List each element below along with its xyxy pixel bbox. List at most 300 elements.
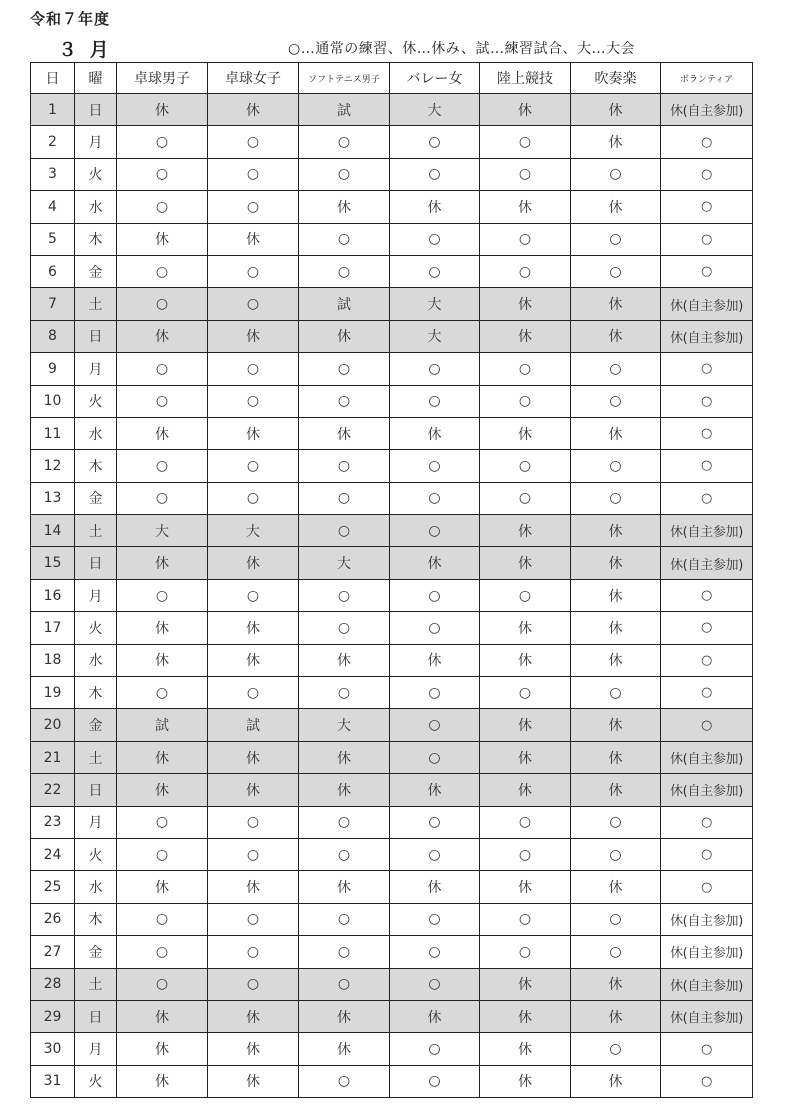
- day-cell: 29: [31, 1000, 75, 1032]
- volunteer-cell: ○: [661, 385, 753, 417]
- track-and-field-cell: ○: [480, 353, 571, 385]
- table-tennis-girls-cell: ○: [208, 288, 299, 320]
- legend-text: ○…通常の練習、休…休み、試…練習試合、大…大会: [288, 41, 636, 57]
- track-and-field-cell: 休: [480, 515, 571, 547]
- table-tennis-boys-cell: 休: [117, 644, 208, 676]
- volunteer-cell: ○: [661, 417, 753, 449]
- table-tennis-boys-cell: 大: [117, 515, 208, 547]
- volunteer-cell: ○: [661, 806, 753, 838]
- volleyball-girls-cell: 休: [390, 417, 480, 449]
- table-tennis-boys-cell: ○: [117, 968, 208, 1000]
- volunteer-cell: 休(自主参加): [661, 936, 753, 968]
- volunteer-cell: ○: [661, 1033, 753, 1065]
- brass-band-cell: ○: [571, 450, 661, 482]
- table-row: [31, 320, 753, 352]
- weekday-cell: 金: [75, 936, 117, 968]
- volunteer-cell: ○: [661, 126, 753, 158]
- soft-tennis-boys-cell: ○: [299, 806, 390, 838]
- day-cell: 12: [31, 450, 75, 482]
- brass-band-cell: ○: [571, 838, 661, 870]
- brass-band-cell: ○: [571, 936, 661, 968]
- volunteer-cell: 休(自主参加): [661, 774, 753, 806]
- weekday-cell: 木: [75, 677, 117, 709]
- brass-band-cell: 休: [571, 968, 661, 1000]
- table-tennis-girls-cell: ○: [208, 838, 299, 870]
- table-row: [31, 1000, 753, 1032]
- table-tennis-boys-cell: 休: [117, 741, 208, 773]
- track-and-field-cell: 休: [480, 547, 571, 579]
- table-row: [31, 223, 753, 255]
- volunteer-cell: ○: [661, 223, 753, 255]
- table-tennis-girls-cell: ○: [208, 579, 299, 611]
- volleyball-girls-cell: ○: [390, 126, 480, 158]
- volunteer-cell: ○: [661, 353, 753, 385]
- header-day: 日: [31, 63, 75, 94]
- track-and-field-cell: 休: [480, 191, 571, 223]
- volleyball-girls-cell: ○: [390, 968, 480, 1000]
- volleyball-girls-cell: ○: [390, 450, 480, 482]
- brass-band-cell: 休: [571, 191, 661, 223]
- volleyball-girls-cell: 大: [390, 288, 480, 320]
- volunteer-cell: 休(自主参加): [661, 903, 753, 935]
- soft-tennis-boys-cell: 大: [299, 547, 390, 579]
- table-tennis-girls-cell: 休: [208, 320, 299, 352]
- day-cell: 20: [31, 709, 75, 741]
- soft-tennis-boys-cell: ○: [299, 353, 390, 385]
- soft-tennis-boys-cell: ○: [299, 450, 390, 482]
- weekday-cell: 金: [75, 482, 117, 514]
- volunteer-cell: 休(自主参加): [661, 1000, 753, 1032]
- volunteer-cell: 休(自主参加): [661, 320, 753, 352]
- track-and-field-cell: 休: [480, 741, 571, 773]
- weekday-cell: 月: [75, 1033, 117, 1065]
- brass-band-cell: 休: [571, 612, 661, 644]
- weekday-cell: 日: [75, 320, 117, 352]
- track-and-field-cell: 休: [480, 288, 571, 320]
- day-cell: 28: [31, 968, 75, 1000]
- table-row: [31, 1033, 753, 1065]
- soft-tennis-boys-cell: ○: [299, 936, 390, 968]
- table-tennis-boys-cell: ○: [117, 126, 208, 158]
- weekday-cell: 日: [75, 774, 117, 806]
- schedule-table: [30, 62, 753, 1098]
- weekday-cell: 水: [75, 871, 117, 903]
- volleyball-girls-cell: ○: [390, 936, 480, 968]
- track-and-field-cell: ○: [480, 223, 571, 255]
- table-row: [31, 741, 753, 773]
- brass-band-cell: 休: [571, 871, 661, 903]
- weekday-cell: 月: [75, 806, 117, 838]
- table-row: [31, 806, 753, 838]
- track-and-field-cell: 休: [480, 871, 571, 903]
- volleyball-girls-cell: 大: [390, 320, 480, 352]
- volunteer-cell: 休(自主参加): [661, 515, 753, 547]
- track-and-field-cell: 休: [480, 1033, 571, 1065]
- table-tennis-boys-cell: ○: [117, 482, 208, 514]
- brass-band-cell: 休: [571, 320, 661, 352]
- track-and-field-cell: ○: [480, 903, 571, 935]
- soft-tennis-boys-cell: 休: [299, 741, 390, 773]
- table-tennis-boys-cell: ○: [117, 353, 208, 385]
- track-and-field-cell: 休: [480, 968, 571, 1000]
- table-tennis-girls-cell: 休: [208, 741, 299, 773]
- day-cell: 16: [31, 579, 75, 611]
- table-tennis-girls-cell: 休: [208, 644, 299, 676]
- table-tennis-boys-cell: ○: [117, 450, 208, 482]
- table-tennis-girls-cell: ○: [208, 903, 299, 935]
- volunteer-cell: 休(自主参加): [661, 94, 753, 126]
- table-tennis-boys-cell: 休: [117, 1033, 208, 1065]
- brass-band-cell: 休: [571, 547, 661, 579]
- weekday-cell: 金: [75, 709, 117, 741]
- table-tennis-girls-cell: 休: [208, 1033, 299, 1065]
- day-cell: 26: [31, 903, 75, 935]
- volunteer-cell: ○: [661, 450, 753, 482]
- day-cell: 10: [31, 385, 75, 417]
- volleyball-girls-cell: ○: [390, 806, 480, 838]
- table-row: [31, 612, 753, 644]
- soft-tennis-boys-cell: ○: [299, 255, 390, 287]
- table-tennis-boys-cell: ○: [117, 838, 208, 870]
- header-weekday: 曜: [75, 63, 117, 94]
- volleyball-girls-cell: ○: [390, 385, 480, 417]
- day-cell: 1: [31, 94, 75, 126]
- day-cell: 8: [31, 320, 75, 352]
- table-tennis-boys-cell: ○: [117, 806, 208, 838]
- table-tennis-girls-cell: ○: [208, 126, 299, 158]
- table-row: [31, 1065, 753, 1097]
- volleyball-girls-cell: ○: [390, 158, 480, 190]
- soft-tennis-boys-cell: 休: [299, 320, 390, 352]
- table-tennis-girls-cell: 休: [208, 774, 299, 806]
- volleyball-girls-cell: ○: [390, 1033, 480, 1065]
- table-row: [31, 838, 753, 870]
- table-tennis-boys-cell: ○: [117, 255, 208, 287]
- volleyball-girls-cell: ○: [390, 482, 480, 514]
- table-tennis-boys-cell: 休: [117, 871, 208, 903]
- weekday-cell: 日: [75, 94, 117, 126]
- table-row: [31, 353, 753, 385]
- soft-tennis-boys-cell: 休: [299, 1000, 390, 1032]
- brass-band-cell: 休: [571, 1000, 661, 1032]
- track-and-field-cell: 休: [480, 774, 571, 806]
- weekday-cell: 火: [75, 158, 117, 190]
- day-cell: 27: [31, 936, 75, 968]
- day-cell: 4: [31, 191, 75, 223]
- weekday-cell: 日: [75, 547, 117, 579]
- weekday-cell: 火: [75, 1065, 117, 1097]
- track-and-field-cell: 休: [480, 709, 571, 741]
- volleyball-girls-cell: ○: [390, 741, 480, 773]
- track-and-field-cell: 休: [480, 1000, 571, 1032]
- volleyball-girls-cell: ○: [390, 903, 480, 935]
- volunteer-cell: ○: [661, 255, 753, 287]
- table-row: [31, 968, 753, 1000]
- volunteer-cell: ○: [661, 579, 753, 611]
- soft-tennis-boys-cell: ○: [299, 223, 390, 255]
- day-cell: 14: [31, 515, 75, 547]
- table-tennis-girls-cell: ○: [208, 385, 299, 417]
- table-tennis-girls-cell: 休: [208, 94, 299, 126]
- volleyball-girls-cell: 休: [390, 774, 480, 806]
- table-tennis-girls-cell: ○: [208, 936, 299, 968]
- track-and-field-cell: ○: [480, 385, 571, 417]
- volleyball-girls-cell: ○: [390, 255, 480, 287]
- weekday-cell: 土: [75, 741, 117, 773]
- brass-band-cell: 休: [571, 1065, 661, 1097]
- table-tennis-boys-cell: 休: [117, 94, 208, 126]
- header-track-and-field: 陸上競技: [480, 63, 571, 94]
- table-tennis-girls-cell: 休: [208, 223, 299, 255]
- table-tennis-girls-cell: ○: [208, 353, 299, 385]
- volunteer-cell: ○: [661, 838, 753, 870]
- header-table-tennis-girls: 卓球女子: [208, 63, 299, 94]
- weekday-cell: 木: [75, 223, 117, 255]
- day-cell: 18: [31, 644, 75, 676]
- table-row: [31, 385, 753, 417]
- table-tennis-boys-cell: ○: [117, 677, 208, 709]
- soft-tennis-boys-cell: ○: [299, 126, 390, 158]
- weekday-cell: 土: [75, 288, 117, 320]
- brass-band-cell: ○: [571, 353, 661, 385]
- brass-band-cell: ○: [571, 385, 661, 417]
- day-cell: 21: [31, 741, 75, 773]
- volunteer-cell: ○: [661, 158, 753, 190]
- soft-tennis-boys-cell: 試: [299, 288, 390, 320]
- volunteer-cell: ○: [661, 482, 753, 514]
- soft-tennis-boys-cell: 休: [299, 644, 390, 676]
- table-tennis-boys-cell: ○: [117, 191, 208, 223]
- volleyball-girls-cell: ○: [390, 1065, 480, 1097]
- month-title: ３ 月: [58, 39, 112, 61]
- brass-band-cell: ○: [571, 255, 661, 287]
- volunteer-cell: ○: [661, 871, 753, 903]
- table-tennis-boys-cell: 休: [117, 612, 208, 644]
- brass-band-cell: 休: [571, 126, 661, 158]
- track-and-field-cell: ○: [480, 450, 571, 482]
- day-cell: 31: [31, 1065, 75, 1097]
- day-cell: 23: [31, 806, 75, 838]
- day-cell: 5: [31, 223, 75, 255]
- volleyball-girls-cell: ○: [390, 838, 480, 870]
- volleyball-girls-cell: ○: [390, 612, 480, 644]
- table-row: [31, 288, 753, 320]
- table-tennis-boys-cell: 休: [117, 320, 208, 352]
- day-cell: 6: [31, 255, 75, 287]
- table-row: [31, 191, 753, 223]
- brass-band-cell: 休: [571, 94, 661, 126]
- weekday-cell: 日: [75, 1000, 117, 1032]
- day-cell: 13: [31, 482, 75, 514]
- table-tennis-girls-cell: 休: [208, 612, 299, 644]
- brass-band-cell: ○: [571, 677, 661, 709]
- volleyball-girls-cell: 大: [390, 94, 480, 126]
- table-row: [31, 579, 753, 611]
- volleyball-girls-cell: 休: [390, 644, 480, 676]
- weekday-cell: 水: [75, 191, 117, 223]
- table-tennis-girls-cell: ○: [208, 191, 299, 223]
- table-tennis-girls-cell: ○: [208, 968, 299, 1000]
- table-row: [31, 677, 753, 709]
- table-tennis-girls-cell: 休: [208, 547, 299, 579]
- day-cell: 24: [31, 838, 75, 870]
- soft-tennis-boys-cell: 休: [299, 774, 390, 806]
- table-tennis-boys-cell: ○: [117, 288, 208, 320]
- table-tennis-boys-cell: 休: [117, 1065, 208, 1097]
- brass-band-cell: ○: [571, 806, 661, 838]
- track-and-field-cell: 休: [480, 612, 571, 644]
- table-tennis-boys-cell: 休: [117, 774, 208, 806]
- soft-tennis-boys-cell: ○: [299, 838, 390, 870]
- weekday-cell: 金: [75, 255, 117, 287]
- volleyball-girls-cell: ○: [390, 223, 480, 255]
- soft-tennis-boys-cell: 大: [299, 709, 390, 741]
- weekday-cell: 火: [75, 612, 117, 644]
- table-tennis-girls-cell: ○: [208, 482, 299, 514]
- volleyball-girls-cell: ○: [390, 677, 480, 709]
- volunteer-cell: ○: [661, 709, 753, 741]
- track-and-field-cell: 休: [480, 1065, 571, 1097]
- day-cell: 25: [31, 871, 75, 903]
- volunteer-cell: 休(自主参加): [661, 968, 753, 1000]
- table-tennis-girls-cell: 休: [208, 1000, 299, 1032]
- volleyball-girls-cell: 休: [390, 191, 480, 223]
- track-and-field-cell: ○: [480, 158, 571, 190]
- weekday-cell: 土: [75, 515, 117, 547]
- brass-band-cell: ○: [571, 223, 661, 255]
- weekday-cell: 水: [75, 417, 117, 449]
- track-and-field-cell: ○: [480, 255, 571, 287]
- header-brass-band: 吹奏楽: [571, 63, 661, 94]
- table-tennis-girls-cell: ○: [208, 677, 299, 709]
- table-row: [31, 709, 753, 741]
- weekday-cell: 木: [75, 903, 117, 935]
- fiscal-year-title: 令和７年度: [30, 10, 111, 28]
- schedule-body: [31, 94, 753, 1098]
- day-cell: 7: [31, 288, 75, 320]
- weekday-cell: 月: [75, 353, 117, 385]
- soft-tennis-boys-cell: ○: [299, 1065, 390, 1097]
- volunteer-cell: ○: [661, 1065, 753, 1097]
- brass-band-cell: ○: [571, 482, 661, 514]
- day-cell: 2: [31, 126, 75, 158]
- day-cell: 3: [31, 158, 75, 190]
- volleyball-girls-cell: ○: [390, 515, 480, 547]
- volleyball-girls-cell: 休: [390, 1000, 480, 1032]
- day-cell: 17: [31, 612, 75, 644]
- day-cell: 11: [31, 417, 75, 449]
- soft-tennis-boys-cell: ○: [299, 482, 390, 514]
- table-row: [31, 255, 753, 287]
- volleyball-girls-cell: 休: [390, 871, 480, 903]
- table-tennis-boys-cell: 休: [117, 223, 208, 255]
- volleyball-girls-cell: 休: [390, 547, 480, 579]
- table-row: [31, 126, 753, 158]
- volunteer-cell: ○: [661, 644, 753, 676]
- volunteer-cell: ○: [661, 677, 753, 709]
- weekday-cell: 土: [75, 968, 117, 1000]
- table-tennis-boys-cell: 休: [117, 1000, 208, 1032]
- track-and-field-cell: ○: [480, 806, 571, 838]
- day-cell: 22: [31, 774, 75, 806]
- track-and-field-cell: 休: [480, 94, 571, 126]
- table-tennis-boys-cell: 休: [117, 547, 208, 579]
- soft-tennis-boys-cell: ○: [299, 579, 390, 611]
- table-row: [31, 417, 753, 449]
- day-cell: 19: [31, 677, 75, 709]
- soft-tennis-boys-cell: 休: [299, 417, 390, 449]
- soft-tennis-boys-cell: 試: [299, 94, 390, 126]
- track-and-field-cell: 休: [480, 417, 571, 449]
- header-row: [31, 63, 753, 94]
- table-tennis-girls-cell: 休: [208, 871, 299, 903]
- table-row: [31, 871, 753, 903]
- header-volleyball-girls: バレー女: [390, 63, 480, 94]
- table-row: [31, 936, 753, 968]
- table-tennis-girls-cell: ○: [208, 158, 299, 190]
- volunteer-cell: 休(自主参加): [661, 288, 753, 320]
- volleyball-girls-cell: ○: [390, 709, 480, 741]
- weekday-cell: 月: [75, 126, 117, 158]
- track-and-field-cell: ○: [480, 579, 571, 611]
- volunteer-cell: 休(自主参加): [661, 547, 753, 579]
- track-and-field-cell: 休: [480, 644, 571, 676]
- header-volunteer: ボランティア: [661, 63, 753, 94]
- table-row: [31, 515, 753, 547]
- table-tennis-boys-cell: ○: [117, 158, 208, 190]
- table-tennis-girls-cell: ○: [208, 806, 299, 838]
- weekday-cell: 火: [75, 838, 117, 870]
- soft-tennis-boys-cell: 休: [299, 1033, 390, 1065]
- table-tennis-girls-cell: 休: [208, 417, 299, 449]
- brass-band-cell: 休: [571, 417, 661, 449]
- brass-band-cell: 休: [571, 741, 661, 773]
- table-row: [31, 94, 753, 126]
- soft-tennis-boys-cell: ○: [299, 385, 390, 417]
- soft-tennis-boys-cell: ○: [299, 158, 390, 190]
- track-and-field-cell: ○: [480, 838, 571, 870]
- table-tennis-girls-cell: 試: [208, 709, 299, 741]
- header-table-tennis-boys: 卓球男子: [117, 63, 208, 94]
- table-row: [31, 644, 753, 676]
- table-tennis-boys-cell: 試: [117, 709, 208, 741]
- table-row: [31, 450, 753, 482]
- volunteer-cell: 休(自主参加): [661, 741, 753, 773]
- table-tennis-girls-cell: ○: [208, 255, 299, 287]
- soft-tennis-boys-cell: ○: [299, 677, 390, 709]
- table-tennis-boys-cell: ○: [117, 936, 208, 968]
- soft-tennis-boys-cell: ○: [299, 515, 390, 547]
- weekday-cell: 木: [75, 450, 117, 482]
- table-row: [31, 547, 753, 579]
- brass-band-cell: 休: [571, 288, 661, 320]
- table-row: [31, 903, 753, 935]
- table-tennis-boys-cell: 休: [117, 417, 208, 449]
- track-and-field-cell: ○: [480, 482, 571, 514]
- table-row: [31, 482, 753, 514]
- table-row: [31, 158, 753, 190]
- volunteer-cell: ○: [661, 612, 753, 644]
- day-cell: 30: [31, 1033, 75, 1065]
- soft-tennis-boys-cell: ○: [299, 903, 390, 935]
- soft-tennis-boys-cell: 休: [299, 871, 390, 903]
- brass-band-cell: 休: [571, 709, 661, 741]
- volleyball-girls-cell: ○: [390, 353, 480, 385]
- table-row: [31, 774, 753, 806]
- table-tennis-boys-cell: ○: [117, 903, 208, 935]
- table-tennis-girls-cell: 休: [208, 1065, 299, 1097]
- brass-band-cell: ○: [571, 903, 661, 935]
